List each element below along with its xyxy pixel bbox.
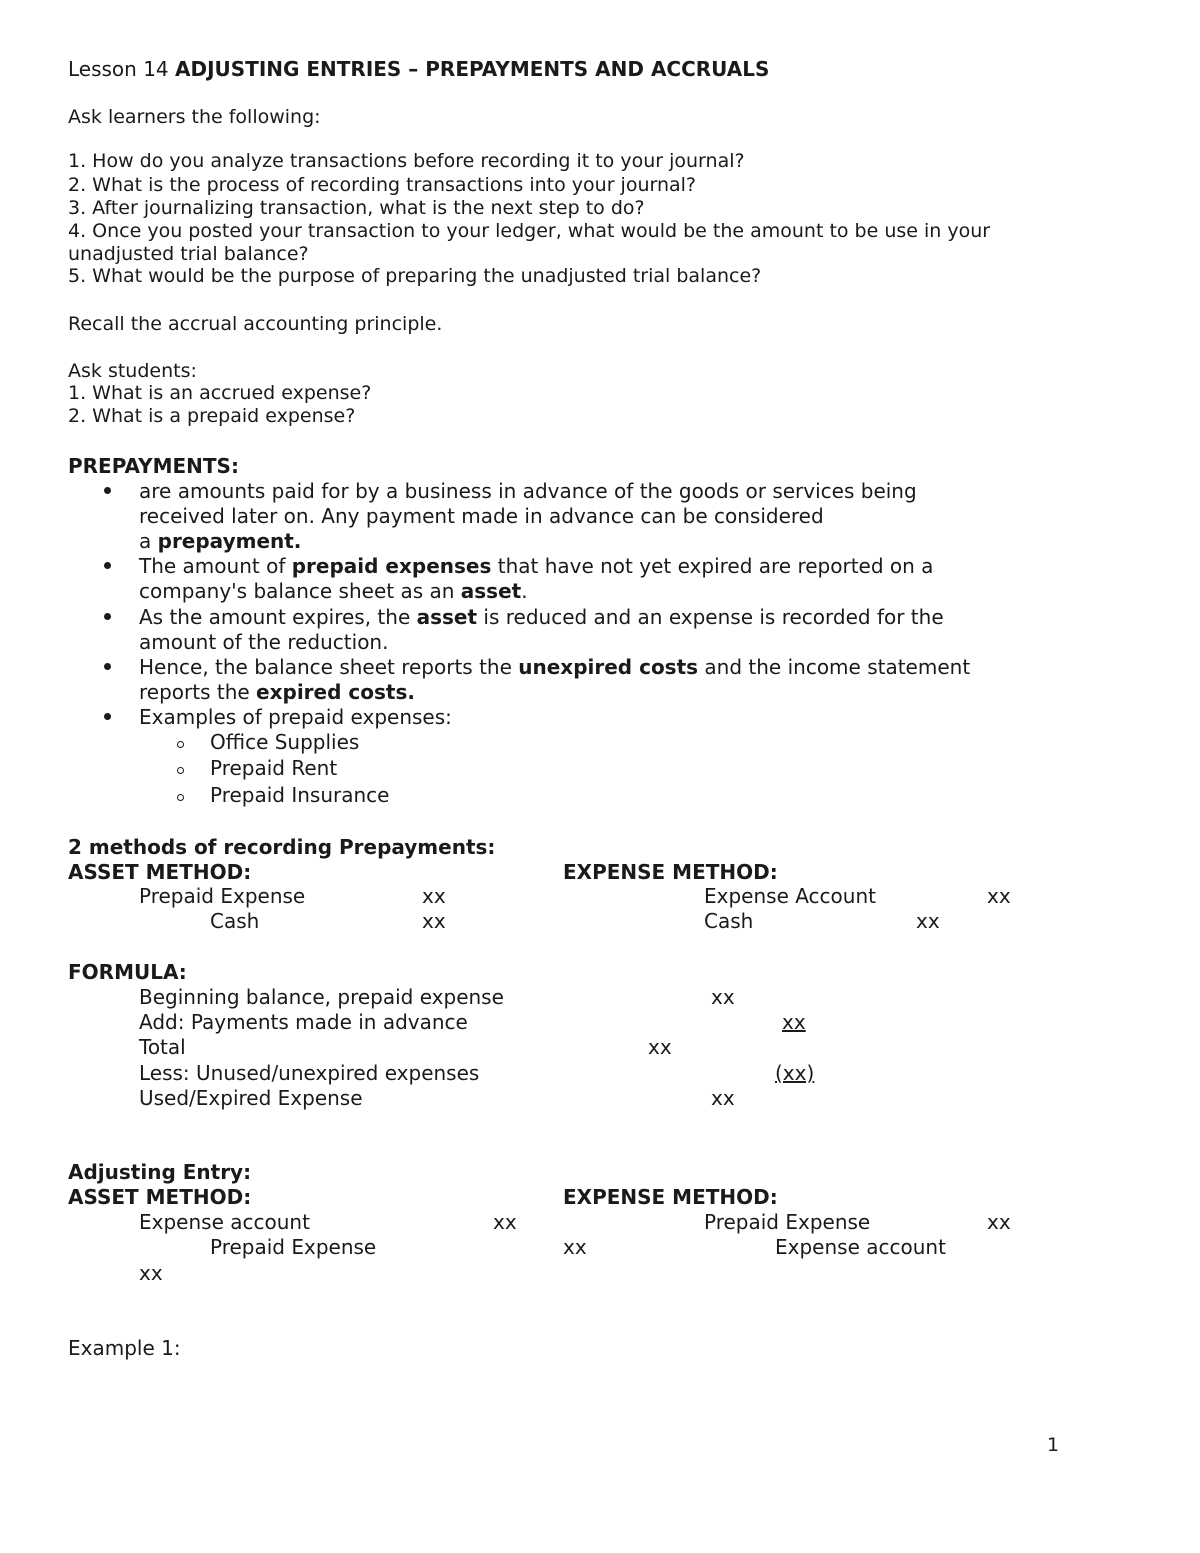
bullet-icon (104, 487, 111, 494)
question-2: 2. What is the process of recording transactions into your journal? (68, 174, 697, 196)
adjusting-asset-credit-amount: xx (563, 1235, 587, 1259)
methods-asset-credit: Cash (210, 909, 260, 933)
methods-expense-credit: Cash (704, 909, 754, 933)
formula-row-label: Less: Unused/unexpired expenses (139, 1061, 480, 1085)
example-prepaid-rent: Prepaid Rent (210, 756, 338, 780)
adjusting-expense-debit-amount: xx (987, 1210, 1011, 1234)
adjusting-expense-credit-amount: xx (139, 1261, 163, 1285)
text-run: . (521, 579, 528, 603)
unexpired-costs-term: unexpired costs (518, 655, 699, 679)
methods-asset-label: ASSET METHOD: (68, 860, 252, 884)
text-run: a (139, 529, 158, 553)
student-question-2: 2. What is a prepaid expense? (68, 405, 356, 427)
question-3: 3. After journalizing transaction, what is the next step to do? (68, 197, 645, 219)
example-prepaid-insurance: Prepaid Insurance (210, 783, 390, 807)
text-run: company's balance sheet as an (139, 579, 461, 603)
methods-asset-credit-amount: xx (422, 909, 446, 933)
prepayments-bullet-2-line-1 (139, 556, 933, 576)
formula-row-label: Total (139, 1035, 186, 1059)
formula-row-label: Beginning balance, prepaid expense (139, 985, 504, 1009)
adjusting-asset-credit: Prepaid Expense (210, 1235, 377, 1259)
prepayments-bullet-1-line-1: are amounts paid for by a business in advance of the goods or services being (139, 479, 917, 503)
adjusting-asset-debit: Expense account (139, 1210, 310, 1234)
prepayments-bullet-4-line-2 (139, 682, 415, 702)
example-label: Example 1: (68, 1336, 181, 1360)
formula-row-amount: xx (711, 985, 735, 1009)
methods-asset-debit: Prepaid Expense (139, 884, 306, 908)
bullet-icon (104, 562, 111, 569)
page-title (68, 59, 769, 79)
prepayments-bullet-5: Examples of prepaid expenses: (139, 705, 452, 729)
prepayments-bullet-2-line-2 (139, 581, 528, 601)
formula-row-label: Add: Payments made in advance (139, 1010, 468, 1034)
prepayments-bullet-4-line-1 (139, 657, 970, 677)
text-run: The amount of (139, 554, 292, 578)
formula-heading: FORMULA: (68, 960, 187, 984)
text-run: Hence, the balance sheet reports the (139, 655, 519, 679)
formula-row-amount: xx (711, 1086, 735, 1110)
bullet-icon (104, 713, 111, 720)
text-run: As the amount expires, the (139, 605, 417, 629)
text-run: and the income statement (698, 655, 971, 679)
text-run: that have not yet expired are reported on a (491, 554, 934, 578)
page-number: 1 (1047, 1434, 1060, 1456)
circle-bullet-icon (177, 794, 184, 801)
text-run: is reduced and an expense is recorded for the (477, 605, 944, 629)
formula-row-amount: xx (782, 1010, 806, 1034)
adjusting-expense-debit: Prepaid Expense (704, 1210, 871, 1234)
prepayment-term: prepayment. (157, 529, 302, 553)
prepayments-bullet-1-line-2: received later on. Any payment made in advance can be considered (139, 504, 824, 528)
adjusting-expense-label: EXPENSE METHOD: (563, 1185, 778, 1209)
methods-asset-debit-amount: xx (422, 884, 446, 908)
adjusting-heading: Adjusting Entry: (68, 1160, 252, 1184)
asset-term: asset (460, 579, 522, 603)
prepayments-heading: PREPAYMENTS: (68, 454, 239, 478)
prepayments-bullet-1-line-3 (139, 531, 301, 551)
adjusting-expense-credit: Expense account (775, 1235, 946, 1259)
methods-expense-debit: Expense Account (704, 884, 876, 908)
methods-expense-credit-amount: xx (916, 909, 940, 933)
adjusting-asset-label: ASSET METHOD: (68, 1185, 252, 1209)
lesson-number: Lesson 14 (68, 57, 176, 81)
question-4-cont: unadjusted trial balance? (68, 243, 309, 265)
expired-costs-term: expired costs. (256, 680, 415, 704)
question-1: 1. How do you analyze transactions before recording it to your journal? (68, 150, 745, 172)
question-4: 4. Once you posted your transaction to your ledger, what would be the amount to be use in your (68, 220, 991, 242)
formula-row-amount: xx (648, 1035, 672, 1059)
prepaid-expenses-term: prepaid expenses (291, 554, 492, 578)
formula-row-amount: (xx) (775, 1061, 815, 1085)
methods-heading: 2 methods of recording Prepayments: (68, 835, 496, 859)
student-question-1: 1. What is an accrued expense? (68, 382, 372, 404)
question-5: 5. What would be the purpose of preparing the unadjusted trial balance? (68, 265, 762, 287)
lesson-heading: ADJUSTING ENTRIES – PREPAYMENTS AND ACCRUALS (175, 57, 770, 81)
adjusting-asset-debit-amount: xx (493, 1210, 517, 1234)
circle-bullet-icon (177, 741, 184, 748)
formula-row-label: Used/Expired Expense (139, 1086, 363, 1110)
ask-students-label: Ask students: (68, 360, 197, 382)
methods-expense-debit-amount: xx (987, 884, 1011, 908)
methods-expense-label: EXPENSE METHOD: (563, 860, 778, 884)
asset-term: asset (416, 605, 478, 629)
text-run: reports the (139, 680, 257, 704)
prepayments-bullet-3-line-1 (139, 607, 944, 627)
bullet-icon (104, 663, 111, 670)
circle-bullet-icon (177, 767, 184, 774)
example-office-supplies: Office Supplies (210, 730, 360, 754)
recall-text: Recall the accrual accounting principle. (68, 313, 443, 335)
bullet-icon (104, 613, 111, 620)
intro-text: Ask learners the following: (68, 106, 321, 128)
prepayments-bullet-3-line-2: amount of the reduction. (139, 630, 389, 654)
